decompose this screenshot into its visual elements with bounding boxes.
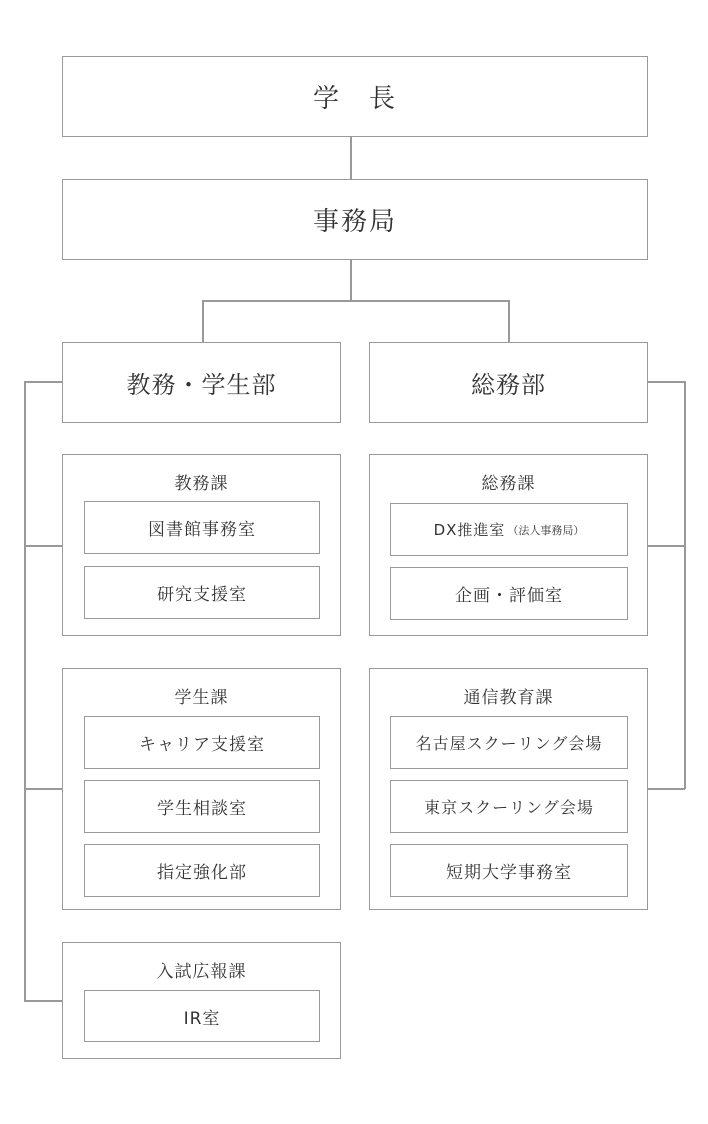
office-dx [390,503,628,556]
left-bracket-tick-gakusei [24,788,62,790]
right-dept-title: 総務部 [471,371,546,399]
right-bracket-vertical [684,381,686,789]
section-title: 入試広報課 [156,962,247,982]
office-label: 名古屋スクーリング会場 [415,734,603,753]
right-bracket-tick-tsushin [648,788,685,790]
office-career-support [84,716,320,769]
right-dept-box [369,342,648,423]
section-nyushi [62,942,341,1059]
left-dept-box [62,342,341,423]
section-gakusei [62,668,341,910]
connector-branch-horizontal [202,300,508,302]
section-title: 学生課 [174,688,229,708]
office-label: 研究支援室 [157,585,247,605]
office-label: IR室 [183,1008,221,1029]
left-bracket-tick-kyomu [24,545,62,547]
office-research-support [84,566,320,619]
left-dept-title: 教務・学生部 [126,371,277,399]
office-label: 学生相談室 [157,799,247,819]
president-box [62,56,648,137]
office-label: 指定強化部 [157,863,247,883]
secretariat-box [62,179,648,260]
office-label: 図書館事務室 [148,520,256,540]
section-title: 通信教育課 [463,688,554,708]
connector-branch-right [508,300,510,342]
office-note: （法人事務局） [507,523,585,537]
office-label: 東京スクーリング会場 [424,798,594,817]
right-bracket-tick-dept [648,381,685,383]
left-bracket-tick-nyushi [24,1000,62,1002]
office-junior-college [390,844,628,897]
office-tokyo-schooling [390,780,628,833]
office-label: 短期大学事務室 [446,863,572,883]
section-kyomu [62,454,341,636]
connector-president-secretariat [350,136,352,179]
secretariat-label: 事務局 [312,207,397,237]
right-bracket-tick-somu [648,545,685,547]
section-tsushin [369,668,648,910]
left-bracket-vertical [24,381,26,1000]
section-title: 総務課 [481,474,536,494]
section-somu [369,454,648,636]
left-bracket-tick-dept [24,381,62,383]
office-label: キャリア支援室 [139,735,265,755]
section-title: 教務課 [174,474,229,494]
connector-branch-left [202,300,204,342]
office-nagoya-schooling [390,716,628,769]
office-student-counseling [84,780,320,833]
connector-secretariat-branch [350,260,352,300]
office-designated-training [84,844,320,897]
president-label: 学 長 [312,84,397,114]
office-label: 企画・評価室 [455,586,563,606]
office-planning-evaluation [390,567,628,620]
office-library [84,501,320,554]
office-label: DX推進室 [433,521,506,539]
office-ir [84,990,320,1042]
